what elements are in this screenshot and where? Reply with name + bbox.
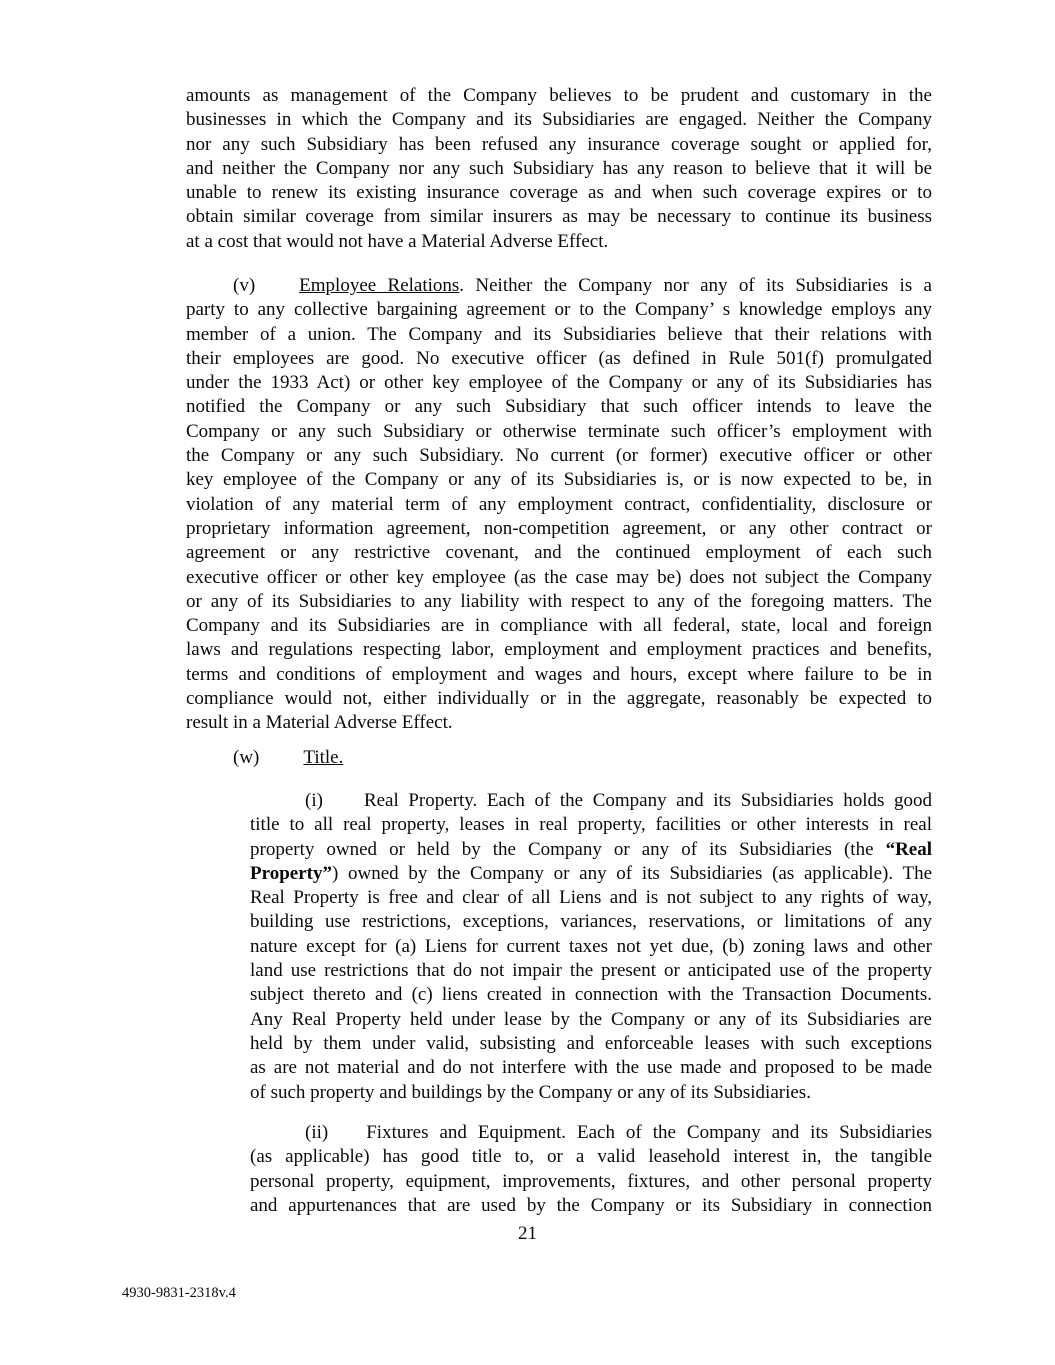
text-line: under the 1933 Act) or other key employee of the Company or any of its Subsidiaries has (186, 372, 932, 394)
text-line: Any Real Property held under lease by the Company or any of its Subsidiaries are (250, 1008, 932, 1030)
text-line: obtain similar coverage from similar insurers as may be necessary to continue its business (186, 206, 932, 228)
text-run: Fixtures and Equipment. Each of the Company and its Subsidiaries (366, 1122, 932, 1143)
text-line: as are not material and do not interfere with the use made and proposed to be made (250, 1057, 932, 1079)
section-i-real-property (250, 789, 932, 1105)
text-line: personal property, equipment, improvements, fixtures, and other personal property (250, 1170, 932, 1192)
section-heading: Employee Relations (299, 275, 460, 296)
text-line (250, 1121, 932, 1145)
text-line: Company or any such Subsidiary or otherwise terminate such officer’s employment with (186, 420, 932, 442)
text-line: held by them under valid, subsisting and enforceable leases with such exceptions (250, 1032, 932, 1054)
text-run: Real Property. Each of the Company and its Subsidiaries holds good (363, 790, 932, 811)
text-line: nature except for (a) Liens for current taxes not yet due, (b) zoning laws and other (250, 935, 932, 957)
text-line: title to all real property, leases in real property, facilities or other interests in real (250, 814, 932, 836)
text-line: businesses in which the Company and its Subsidiaries are engaged. Neither the Company (186, 109, 932, 131)
text-line: or any of its Subsidiaries to any liability with respect to any of the foregoing matters. The (186, 590, 932, 612)
text-line: the Company or any such Subsidiary. No current (or former) executive officer or other (186, 445, 932, 467)
text-line: executive officer or other key employee (as the case may be) does not subject the Company (186, 566, 932, 588)
section-label: (v) (233, 275, 256, 296)
text-line: amounts as management of the Company believes to be prudent and customary in the (186, 85, 932, 106)
text-line: terms and conditions of employment and wages and hours, except where failure to be in (186, 663, 932, 685)
text-line: agreement or any restrictive covenant, and the continued employment of each such (186, 542, 932, 564)
defined-term-bold: “Real (885, 838, 933, 860)
text-line: at a cost that would not have a Material Adverse Effect. (186, 230, 609, 252)
text-line (250, 789, 932, 813)
text-line: and appurtenances that are used by the Company or its Subsidiary in connection (250, 1194, 932, 1216)
text-line: notified the Company or any such Subsidiary that such officer intends to leave the (186, 396, 932, 418)
text-line: building use restrictions, exceptions, variances, reservations, or limitations of any (250, 911, 932, 933)
text-line: Company and its Subsidiaries are in compliance with all federal, state, local and foreign (186, 615, 932, 637)
text-line: (as applicable) has good title to, or a valid leasehold interest in, the tangible (250, 1146, 932, 1168)
text-line: unable to renew its existing insurance coverage as and when such coverage expires or to (186, 182, 932, 204)
section-heading: Title. (303, 747, 344, 768)
paragraph-insurance (186, 84, 932, 254)
section-label: (ii) (305, 1122, 329, 1143)
section-w-title (186, 746, 932, 770)
text-line: party to any collective bargaining agreement or to the Company’ s knowledge employs any (186, 299, 932, 321)
text-line: result in a Material Adverse Effect. (186, 712, 453, 734)
text-line: and neither the Company nor any such Subsidiary has any reason to believe that it will be (186, 157, 932, 179)
text-line (250, 838, 932, 862)
section-label: (i) (305, 790, 323, 811)
text-line: Real Property is free and clear of all Liens and is not subject to any rights of way, (250, 887, 932, 909)
text-line (250, 862, 932, 886)
text-line: nor any such Subsidiary has been refused any insurance coverage sought or applied for, (186, 133, 932, 155)
text-line: land use restrictions that do not impair the present or anticipated use of the property (250, 960, 932, 982)
section-ii-fixtures-equipment (250, 1121, 932, 1218)
text-line: their employees are good. No executive officer (as defined in Rule 501(f) promulgated (186, 347, 932, 369)
text-run: property owned or held by the Company or any of its Subsidiaries (the (250, 838, 874, 860)
section-v-employee-relations (186, 274, 932, 736)
text-line: laws and regulations respecting labor, employment and employment practices and benefits, (186, 639, 932, 661)
defined-term-bold: Property” (250, 862, 332, 884)
text-run: ) owned by the Company or any of its Subsidiaries (as applicable). The (331, 862, 932, 884)
text-line: proprietary information agreement, non-competition agreement, or any other contract or (186, 517, 932, 539)
text-line: compliance would not, either individually or in the aggregate, reasonably be expected to (186, 688, 932, 710)
page-number: 21 (518, 1223, 537, 1244)
text-run: . Neither the Company nor any of its Subsidiaries is a (459, 275, 932, 296)
text-line: subject thereto and (c) liens created in connection with the Transaction Documents. (250, 984, 932, 1006)
text-line: member of a union. The Company and its Subsidiaries believe that their relations with (186, 323, 932, 345)
footer-doc-id: 4930-9831-2318v.4 (122, 1285, 236, 1301)
section-label: (w) (233, 747, 260, 768)
text-line: violation of any material term of any employment contract, confidentiality, disclosure or (186, 493, 932, 515)
text-line: key employee of the Company or any of its Subsidiaries is, or is now expected to be, in (186, 469, 932, 491)
text-line (186, 274, 932, 298)
text-line: of such property and buildings by the Company or any of its Subsidiaries. (250, 1081, 811, 1103)
text-line (186, 746, 932, 770)
